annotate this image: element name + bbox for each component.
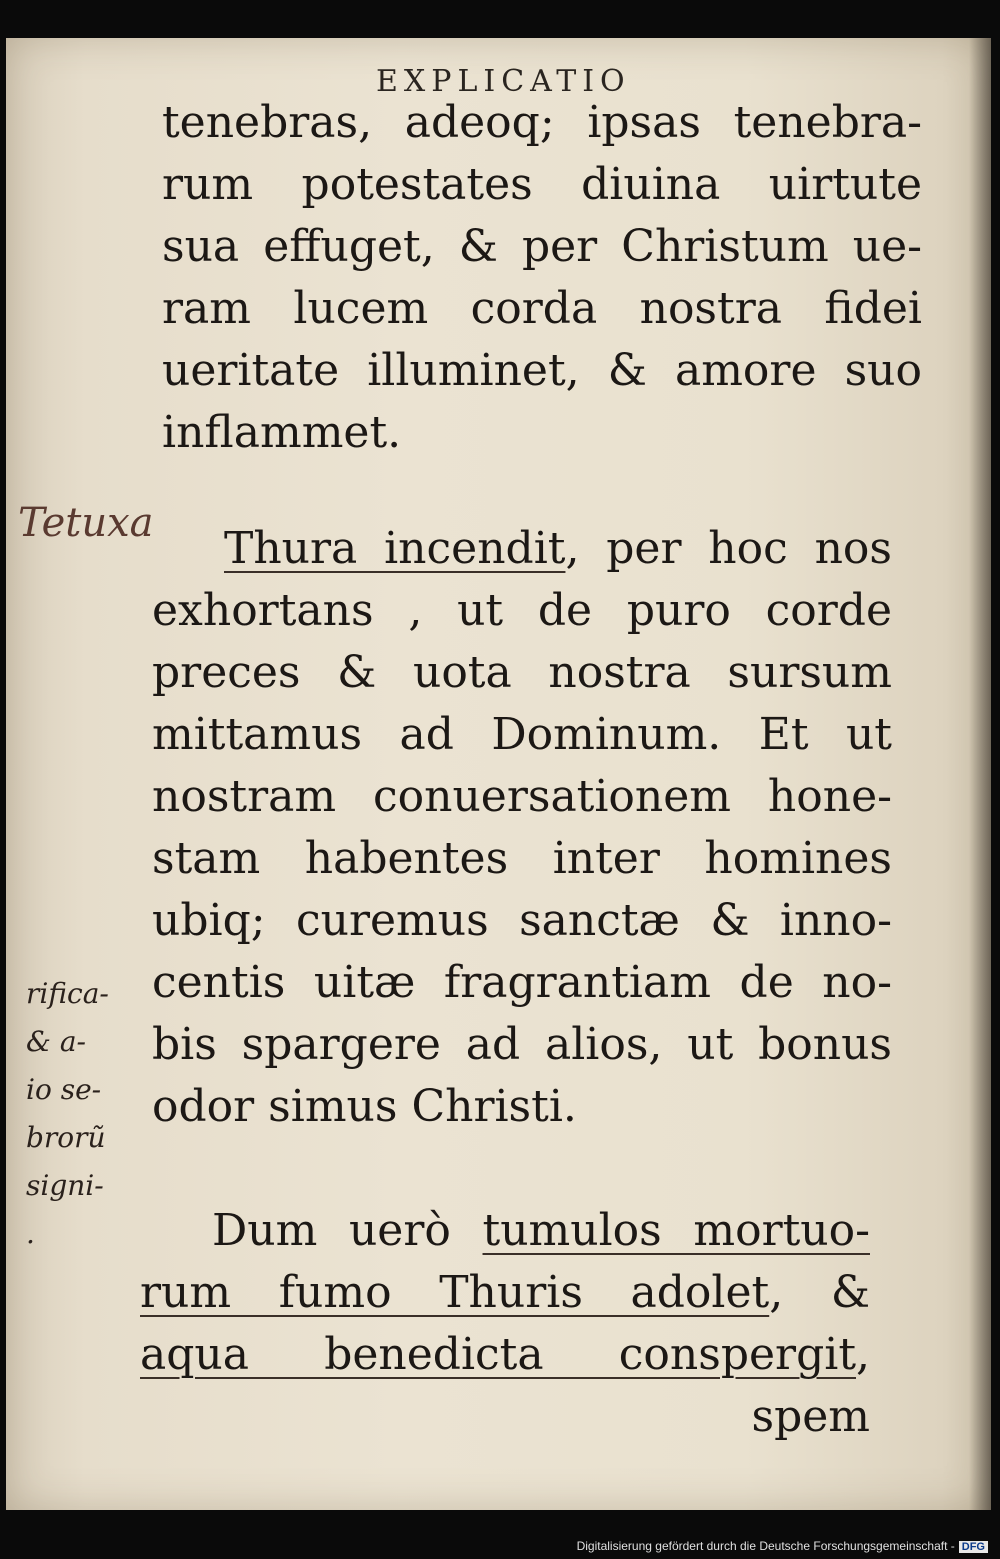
text-fragment: ,	[856, 1329, 870, 1380]
marginal-line: io se-	[26, 1073, 102, 1106]
text-line: nostram conuersationem hone-	[152, 771, 892, 822]
digitization-credit	[577, 1539, 988, 1553]
text-line	[152, 518, 892, 580]
text-line: ueritate illuminet, & amore suo	[162, 345, 922, 396]
text-line: rum potestates diuina uirtute	[162, 159, 922, 210]
text-line: exhortans , ut de puro corde	[152, 585, 892, 636]
text-line: bis spargere ad alios, ut bonus	[152, 1019, 892, 1070]
marginal-line: signi-	[26, 1169, 104, 1202]
underlined-phrase: tumulos mortuo-	[482, 1205, 870, 1256]
text-line: preces & uota nostra sursum	[152, 647, 892, 698]
marginal-line: & a-	[26, 1025, 86, 1058]
text-fragment: , &	[769, 1267, 871, 1318]
underlined-phrase: rum fumo Thuris adolet	[140, 1267, 770, 1318]
text-line: stam habentes inter homines	[152, 833, 892, 884]
marginal-line: rifica-	[26, 977, 109, 1010]
marginal-annotation	[26, 970, 146, 1258]
text-line: ram lucem corda nostra fidei	[162, 283, 922, 334]
text-line: inflammet.	[162, 407, 402, 458]
credit-text: Digitalisierung gefördert durch die Deutsche Forschungsgemeinschaft -	[576, 1539, 955, 1553]
catchword: spem	[751, 1391, 870, 1442]
text-fragment: , per hoc nos	[565, 523, 892, 574]
text-line: centis uitæ fragrantiam de no-	[152, 957, 892, 1008]
text-line	[140, 1200, 870, 1262]
text-line: tenebras, adeoq; ipsas tenebra-	[162, 97, 922, 148]
underlined-phrase: aqua benedicta conspergit	[140, 1329, 856, 1380]
paragraph-3	[140, 1200, 870, 1448]
text-line: mittamus ad Dominum. Et ut	[152, 709, 892, 760]
marginal-line: brorũ	[26, 1121, 106, 1154]
text-line	[140, 1262, 870, 1324]
dfg-logo: DFG	[959, 1541, 988, 1553]
text-line: odor simus Christi.	[152, 1081, 577, 1132]
running-header: EXPLICATIO	[376, 64, 631, 99]
text-line: sua effuget, & per Christum ue-	[162, 221, 922, 272]
paragraph-2	[152, 518, 892, 1138]
text-line: ubiq; curemus sanctæ & inno-	[152, 895, 892, 946]
underlined-phrase: Thura incendit	[224, 523, 566, 574]
text-line	[140, 1324, 870, 1386]
marginal-line: .	[26, 1217, 35, 1250]
paragraph-1	[162, 92, 922, 464]
handwritten-note: Tetuxa	[18, 500, 154, 546]
text-fragment: Dum uerò	[212, 1205, 483, 1256]
